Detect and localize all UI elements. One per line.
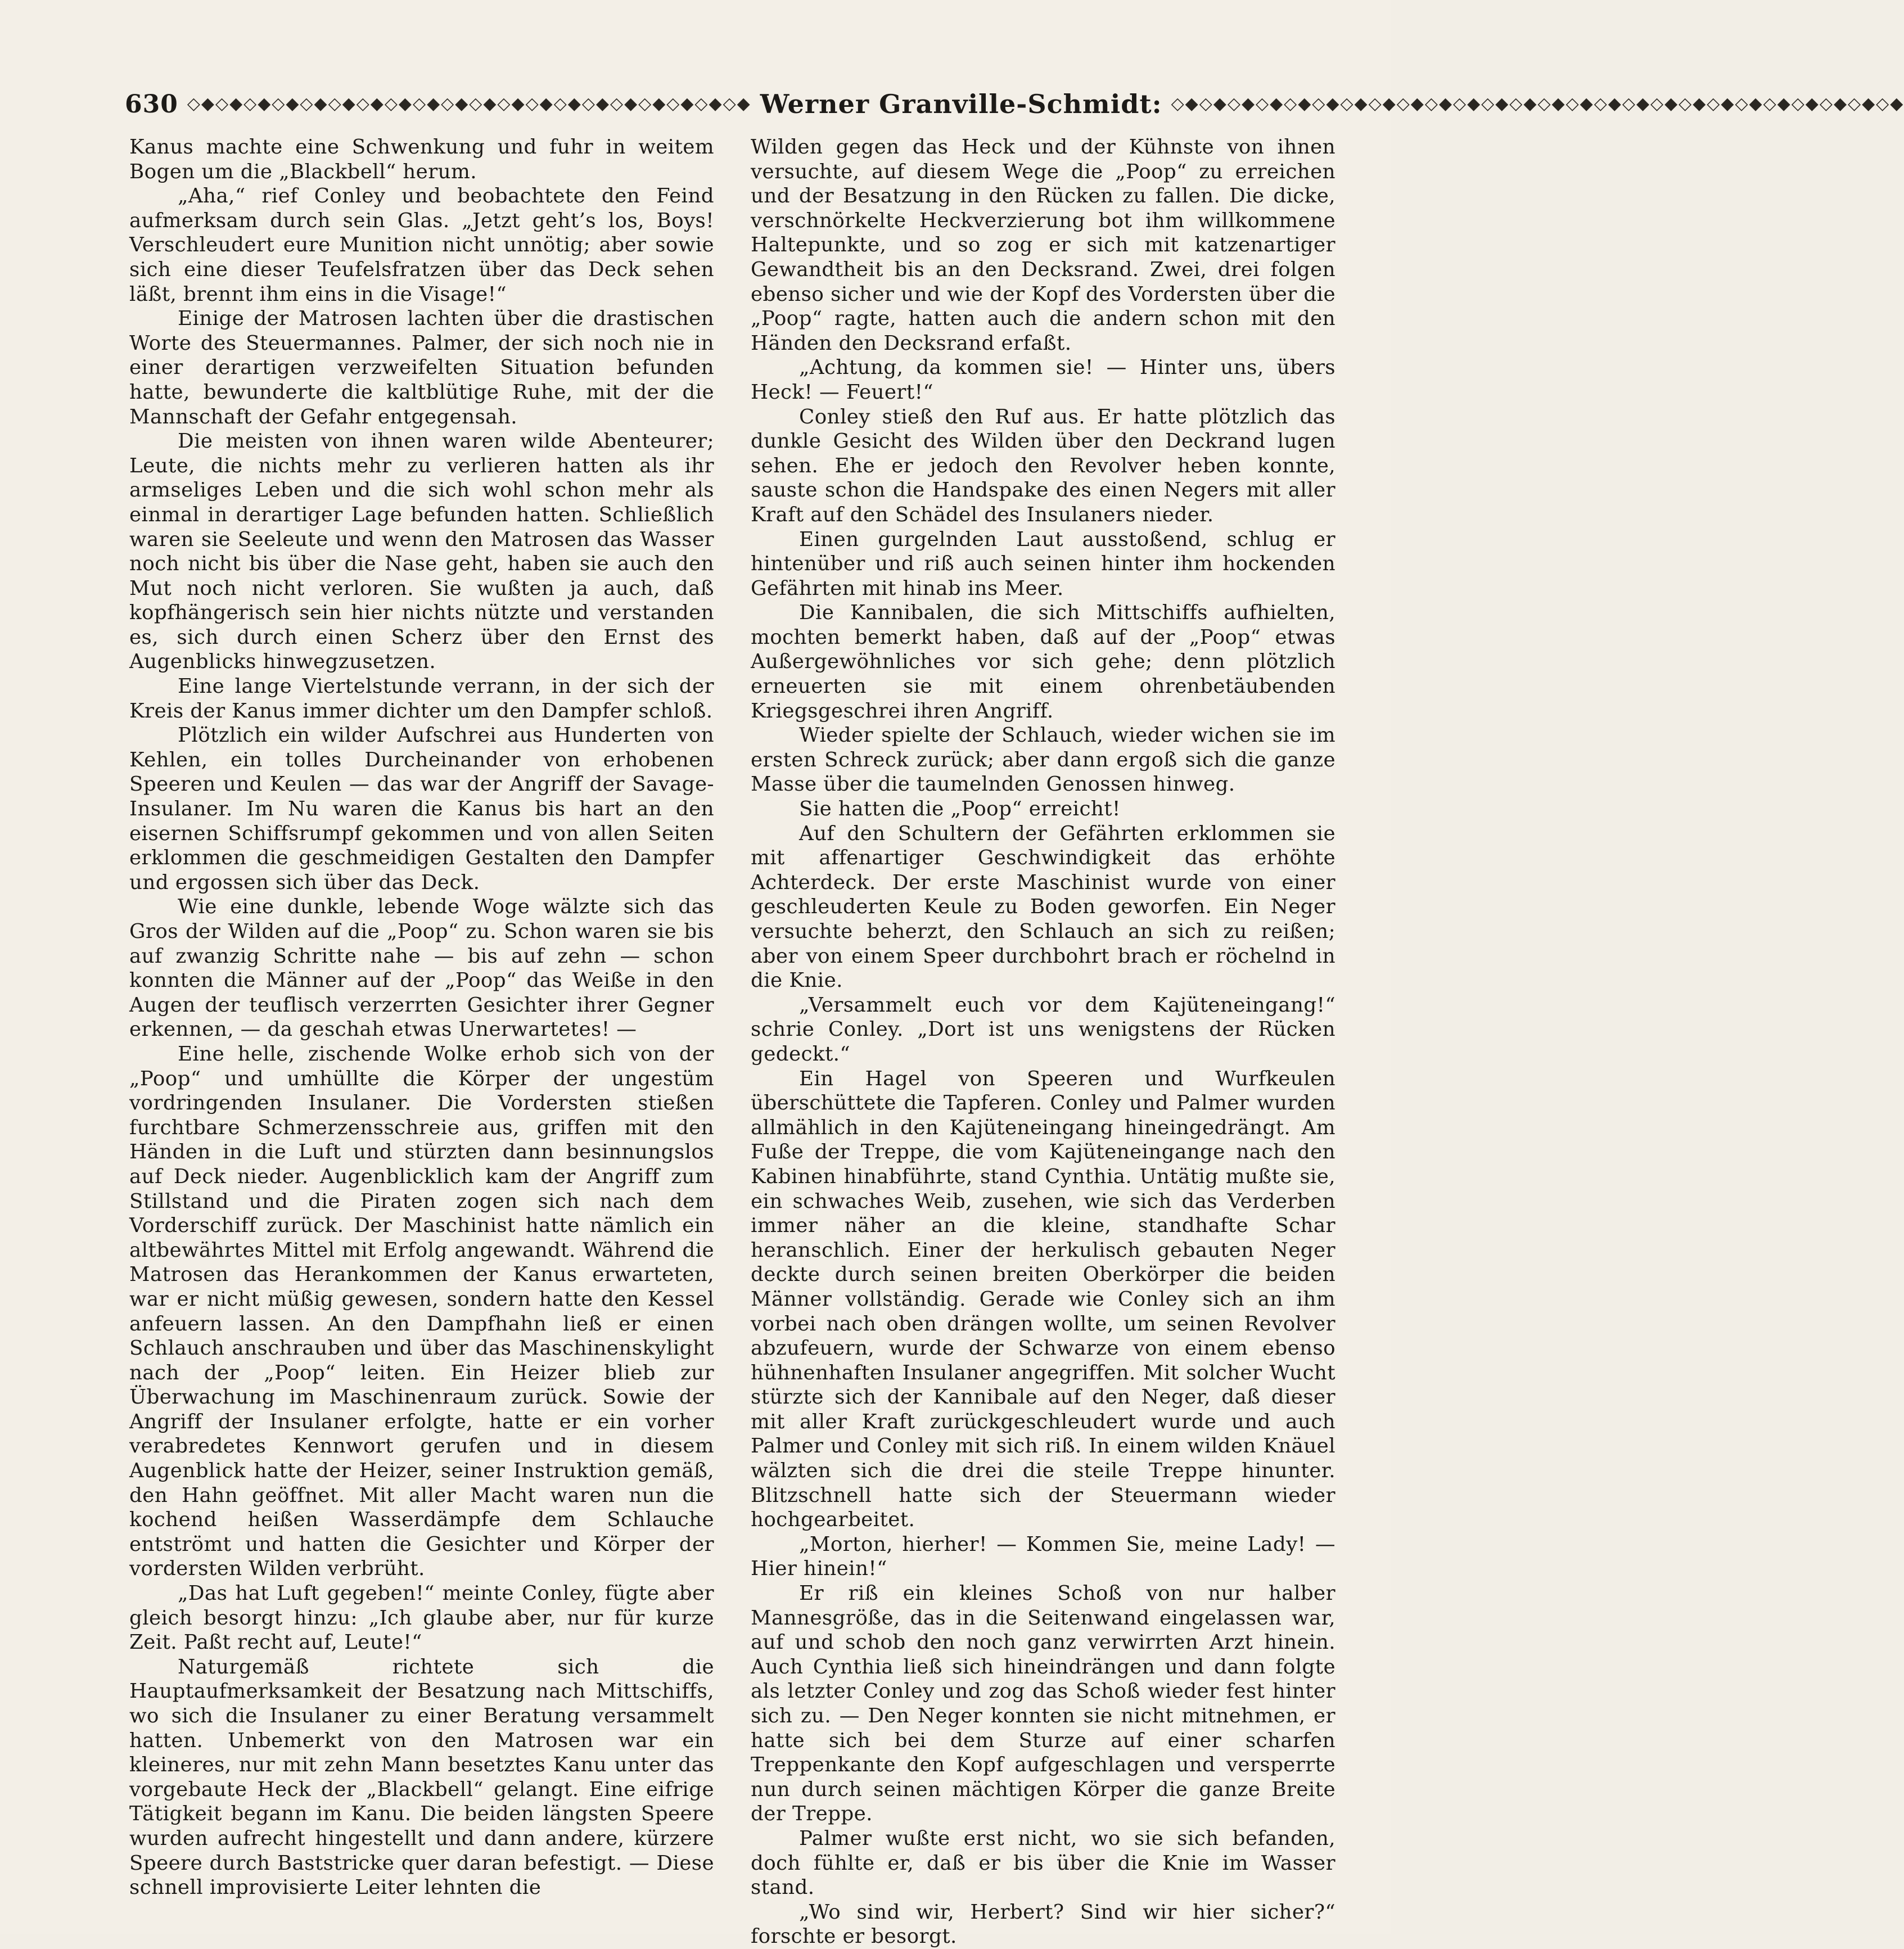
running-title: Werner Granville-Schmidt: xyxy=(760,89,1162,119)
paragraph: „Das hat Luft gegeben!“ meinte Conley, fügte aber gleich besorgt hinzu: „Ich glaube aber, nur für kurze Zeit. Paßt recht auf, Leute!“ xyxy=(129,1582,714,1654)
paragraph: Wieder spielte der Schlauch, wieder wichen sie im ersten Schreck zurück; aber dann ergoß sich die ganze Masse über die taumelnden Genossen hinweg. xyxy=(751,724,1335,796)
page-number: 630 xyxy=(125,89,178,119)
paragraph: Palmer wußte erst nicht, wo sie sich befanden, doch fühlte er, daß er bis über die Knie im Wasser stand. xyxy=(751,1826,1335,1900)
running-header xyxy=(125,84,1904,124)
header-ornament-right: ◇◆◇◆◇◆◇◆◇◆◇◆◇◆◇◆◇◆◇◆◇◆◇◆◇◆◇◆◇◆◇◆◇◆◇◆◇◆◇◆◇◆◇◆◇◆◇◆◇◆◇◆ xyxy=(1171,94,1904,114)
right-text-column xyxy=(751,135,1335,1948)
paragraph: Er riß ein kleines Schoß von nur halber Mannesgröße, das in die Seitenwand eingelassen war, auf und schob den noch ganz verwirrten Arzt hinein. Auch Cynthia ließ sich hineindrängen und dann folgte als letzter Conley und zog das Schoß wieder fest hinter sich zu. — Den Neger konnten sie nicht mitnehmen, er hatte sich bei dem Sturze auf einer scharfen Treppenkante den Kopf aufgeschlagen und versperrte nun durch seinen mächtigen Körper die ganze Breite der Treppe. xyxy=(751,1582,1335,1826)
paragraph: „Aha,“ rief Conley und beobachtete den Feind aufmerksam durch sein Glas. „Jetzt geht’s los, Boys! Verschleudert eure Munition nicht unnötig; aber sowie sich eine dieser Teufelsfratzen über das Deck sehen läßt, brennt ihm eins in die Visage!“ xyxy=(129,184,714,306)
paragraph: Einige der Matrosen lachten über die drastischen Worte des Steuermannes. Palmer, der sich noch nie in einer derartigen verzweifelten Situation befunden hatte, bewunderte die kaltblütige Ruhe, mit der die Mannschaft der Gefahr entgegensah. xyxy=(129,307,714,428)
paragraph: Auf den Schultern der Gefährten erklommen sie mit affenartiger Geschwindigkeit das erhöhte Achterdeck. Der erste Maschinist wurde von einer geschleuderten Keule zu Boden geworfen. Ein Neger versuchte beherzt, den Schlauch an sich zu reißen; aber von einem Speer durchbohrt brach er röchelnd in die Knie. xyxy=(751,822,1335,992)
paragraph: Sie hatten die „Poop“ erreicht! xyxy=(799,797,1121,821)
paragraph: Ein Hagel von Speeren und Wurfkeulen überschüttete die Tapferen. Conley und Palmer wurden allmählich in den Kajüteneingang hineingedrängt. Am Fuße der Treppe, die vom Kajüteneingange nach den Kabinen hinabführte, stand Cynthia. Untätig mußte sie, ein schwaches Weib, zusehen, wie sich das Verderben immer näher an die kleine, standhafte Schar heranschlich. Einer der herkulisch gebauten Neger deckte durch seinen breiten Oberkörper die beiden Männer vollständig. Gerade wie Conley sich an ihm vorbei nach oben drängen wollte, um seinen Revolver abzufeuern, wurde der Schwarze von einem ebenso hühnenhaften Insulaner angegriffen. Mit solcher Wucht stürzte sich der Kannibale auf den Neger, daß dieser mit aller Kraft zurückgeschleudert wurde und auch Palmer und Conley mit sich riß. In einem wilden Knäuel wälzten sich die drei die steile Treppe hinunter. Blitzschnell hatte sich der Steuermann wieder hochgearbeitet. xyxy=(751,1067,1335,1532)
paragraph: „Morton, hierher! — Kommen Sie, meine Lady! — Hier hinein!“ xyxy=(751,1532,1335,1581)
paragraph: „Wo sind wir, Herbert? Sind wir hier sicher?“ forschte er besorgt. xyxy=(751,1900,1335,1948)
paragraph: Plötzlich ein wilder Aufschrei aus Hunderten von Kehlen, ein tolles Durcheinander von erhobenen Speeren und Keulen — das war der Angriff der Savage-Insulaner. Im Nu waren die Kanus bis hart an den eisernen Schiffsrumpf gekommen und von allen Seiten erklommen die geschmeidigen Gestalten den Dampfer und ergossen sich über das Deck. xyxy=(129,724,714,894)
paragraph: Naturgemäß richtete sich die Hauptaufmerksamkeit der Besatzung nach Mittschiffs, wo sich die Insulaner zu einer Beratung versammelt hatten. Unbemerkt von den Matrosen war ein kleineres, nur mit zehn Mann besetztes Kanu unter das vorgebaute Heck der „Blackbell“ gelangt. Eine eifrige Tätigkeit begann im Kanu. Die beiden längsten Speere wurden aufrecht hingestellt und dann andere, kürzere Speere durch Baststricke quer daran befestigt. — Diese schnell improvisierte Leiter lehnten die xyxy=(129,1655,714,1900)
paragraph: Die meisten von ihnen waren wilde Abenteurer; Leute, die nichts mehr zu verlieren hatten als ihr armseliges Leben und die sich wohl schon mehr als einmal in derartiger Lage befunden hatten. Schließlich waren sie Seeleute und wenn den Matrosen das Wasser noch nicht bis über die Nase geht, haben sie auch den Mut noch nicht verloren. Sie wußten ja auch, daß kopfhängerisch sein hier nichts nützte und verstanden es, sich durch einen Scherz über den Ernst des Augenblicks hinwegzusetzen. xyxy=(129,430,714,674)
paragraph: Einen gurgelnden Laut ausstoßend, schlug er hintenüber und riß auch seinen hinter ihm hockenden Gefährten mit hinab ins Meer. xyxy=(751,527,1335,600)
paragraph: Kanus machte eine Schwenkung und fuhr in weitem Bogen um die „Blackbell“ herum. xyxy=(129,136,714,183)
header-ornament-left: ◇◆◇◆◇◆◇◆◇◆◇◆◇◆◇◆◇◆◇◆◇◆◇◆◇◆◇◆◇◆◇◆◇◆◇◆◇◆◇◆ xyxy=(187,94,751,114)
paragraph: Wie eine dunkle, lebende Woge wälzte sich das Gros der Wilden auf die „Poop“ zu. Schon waren sie bis auf zwanzig Schritte nahe — bis auf zehn — schon konnten die Männer auf der „Poop“ das Weiße in den Augen der teuflisch verzerrten Gesichter ihrer Gegner erkennen, — da geschah etwas Unerwartetes! — xyxy=(129,895,714,1041)
paragraph: „Versammelt euch vor dem Kajüteneingang!“ schrie Conley. „Dort ist uns wenigstens der Rücken gedeckt.“ xyxy=(751,993,1335,1066)
paragraph: Die Kannibalen, die sich Mittschiffs aufhielten, mochten bemerkt haben, daß auf der „Poop“ etwas Außergewöhnliches vor sich gehe; denn plötzlich erneuerten sie mit einem ohrenbetäubenden Kriegsgeschrei ihren Angriff. xyxy=(751,601,1335,723)
left-text-column xyxy=(129,135,714,1900)
paragraph: Conley stieß den Ruf aus. Er hatte plötzlich das dunkle Gesicht des Wilden über den Deckrand lugen sehen. Ehe er jedoch den Revolver heben konnte, sauste schon die Handspake des einen Negers mit aller Kraft auf den Schädel des Insulaners nieder. xyxy=(751,405,1335,526)
paragraph: Wilden gegen das Heck und der Kühnste von ihnen versuchte, auf diesem Wege die „Poop“ zu erreichen und der Besatzung in den Rücken zu fallen. Die dicke, verschnörkelte Heckverzierung bot ihm willkommene Haltepunkte, und so zog er sich mit katzenartiger Gewandtheit bis an den Decksrand. Zwei, drei folgen ebenso sicher und wie der Kopf des Vordersten über die „Poop“ ragte, hatten auch die andern schon mit den Händen den Decksrand erfaßt. xyxy=(751,136,1335,355)
paragraph: Eine helle, zischende Wolke erhob sich von der „Poop“ und umhüllte die Körper der ungestüm vordringenden Insulaner. Die Vordersten stießen furchtbare Schmerzensschreie aus, griffen mit den Händen in die Luft und stürzten dann besinnungslos auf Deck nieder. Augenblicklich kam der Angriff zum Stillstand und die Piraten zogen sich nach dem Vorderschiff zurück. Der Maschinist hatte nämlich ein altbewährtes Mittel mit Erfolg angewandt. Während die Matrosen das Herankommen der Kanus erwarteten, war er nicht müßig gewesen, sondern hatte den Kessel anfeuern lassen. An den Dampfhahn ließ er einen Schlauch anschrauben und über das Maschinenskylight nach der „Poop“ leiten. Ein Heizer blieb zur Überwachung im Maschinenraum zurück. Sowie der Angriff der Insulaner erfolgte, hatte er ein vorher verabredetes Kennwort gerufen und in diesem Augenblick hatte der Heizer, seiner Instruktion gemäß, den Hahn geöffnet. Mit aller Macht waren nun die kochend heißen Wasserdämpfe dem Schlauche entströmt und hatten die Gesichter und Körper der vordersten Wilden verbrüht. xyxy=(129,1042,714,1581)
paragraph: „Achtung, da kommen sie! — Hinter uns, übers Heck! — Feuert!“ xyxy=(751,356,1335,404)
paragraph: Eine lange Viertelstunde verrann, in der sich der Kreis der Kanus immer dichter um den Dampfer schloß. xyxy=(129,675,714,723)
